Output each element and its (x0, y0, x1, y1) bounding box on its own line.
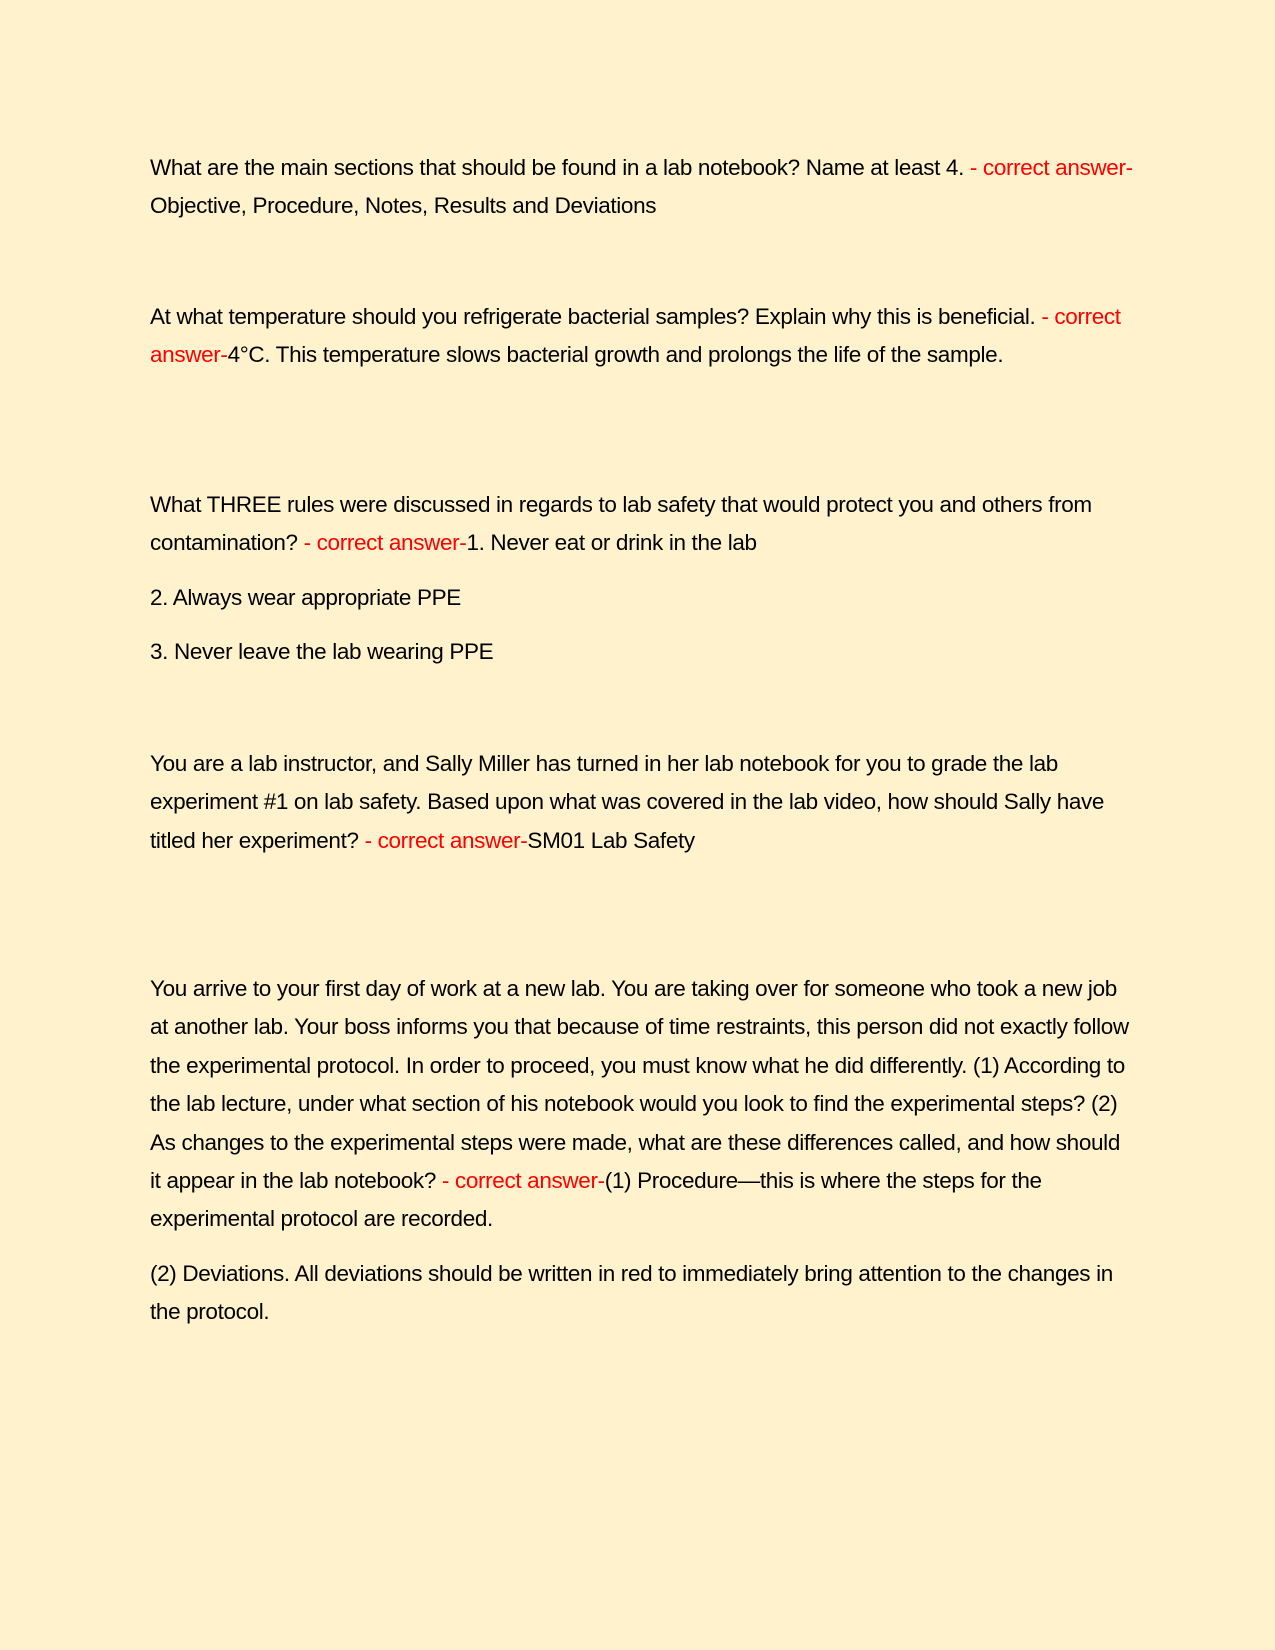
question-text (150, 970, 1135, 1239)
qa-item-2 (150, 298, 1135, 375)
question: What are the main sections that should be found in a lab notebook? Name at least 4. (150, 155, 964, 180)
question: You arrive to your first day of work at a new lab. You are taking over for someone who took a new job at another lab. Your boss informs you that because of time restraints, this person did not exactly follow the experimental protocol. In order to proceed, you must know what he did differently. (1) According to the lab lecture, under what section of his notebook would you look to find the experimental steps? (2) As changes to the experimental steps were made, what are these differences called, and how should it appear in the lab notebook? (150, 976, 1129, 1194)
qa-item-5 (150, 970, 1135, 1332)
answer: SM01 Lab Safety (527, 827, 695, 853)
answer-label: - correct answer- (441, 1168, 605, 1194)
qa-item-3 (150, 486, 1135, 672)
answer-line: (2) Deviations. All deviations should be written in red to immediately bring attention to the changes in the protocol. (150, 1260, 1113, 1325)
answer-label: - correct answer- (364, 827, 528, 853)
question-text (150, 149, 1135, 226)
question-text (150, 745, 1135, 860)
answer-label: - correct answer- (303, 530, 467, 556)
answer-line: 3. Never leave the lab wearing PPE (150, 639, 494, 665)
answer-line: 2. Always wear appropriate PPE (150, 584, 461, 610)
question: What THREE rules were discussed in regards to lab safety that would protect you and others from contamination? (150, 492, 1092, 556)
qa-item-4 (150, 745, 1135, 860)
answer: 4°C. This temperature slows bacterial growth and prolongs the life of the sample. (227, 342, 1004, 368)
answer: Objective, Procedure, Notes, Results and Deviations (150, 193, 657, 219)
answer-label: - correct answer- (150, 304, 1121, 368)
answer: (1) Procedure—this is where the steps for the experimental protocol are recorded. (150, 1168, 1042, 1232)
question-text (150, 486, 1135, 563)
question-text (150, 298, 1135, 375)
qa-item-1 (150, 149, 1135, 226)
question: You are a lab instructor, and Sally Miller has turned in her lab notebook for you to grade the lab experiment #1 on lab safety. Based upon what was covered in the lab video, how should Sally have titled her experiment? (150, 751, 1105, 853)
answer: 1. Never eat or drink in the lab (466, 530, 757, 556)
question: At what temperature should you refrigerate bacterial samples? Explain why this is beneficial. (150, 304, 1036, 329)
answer-label: - correct answer- (969, 155, 1133, 180)
